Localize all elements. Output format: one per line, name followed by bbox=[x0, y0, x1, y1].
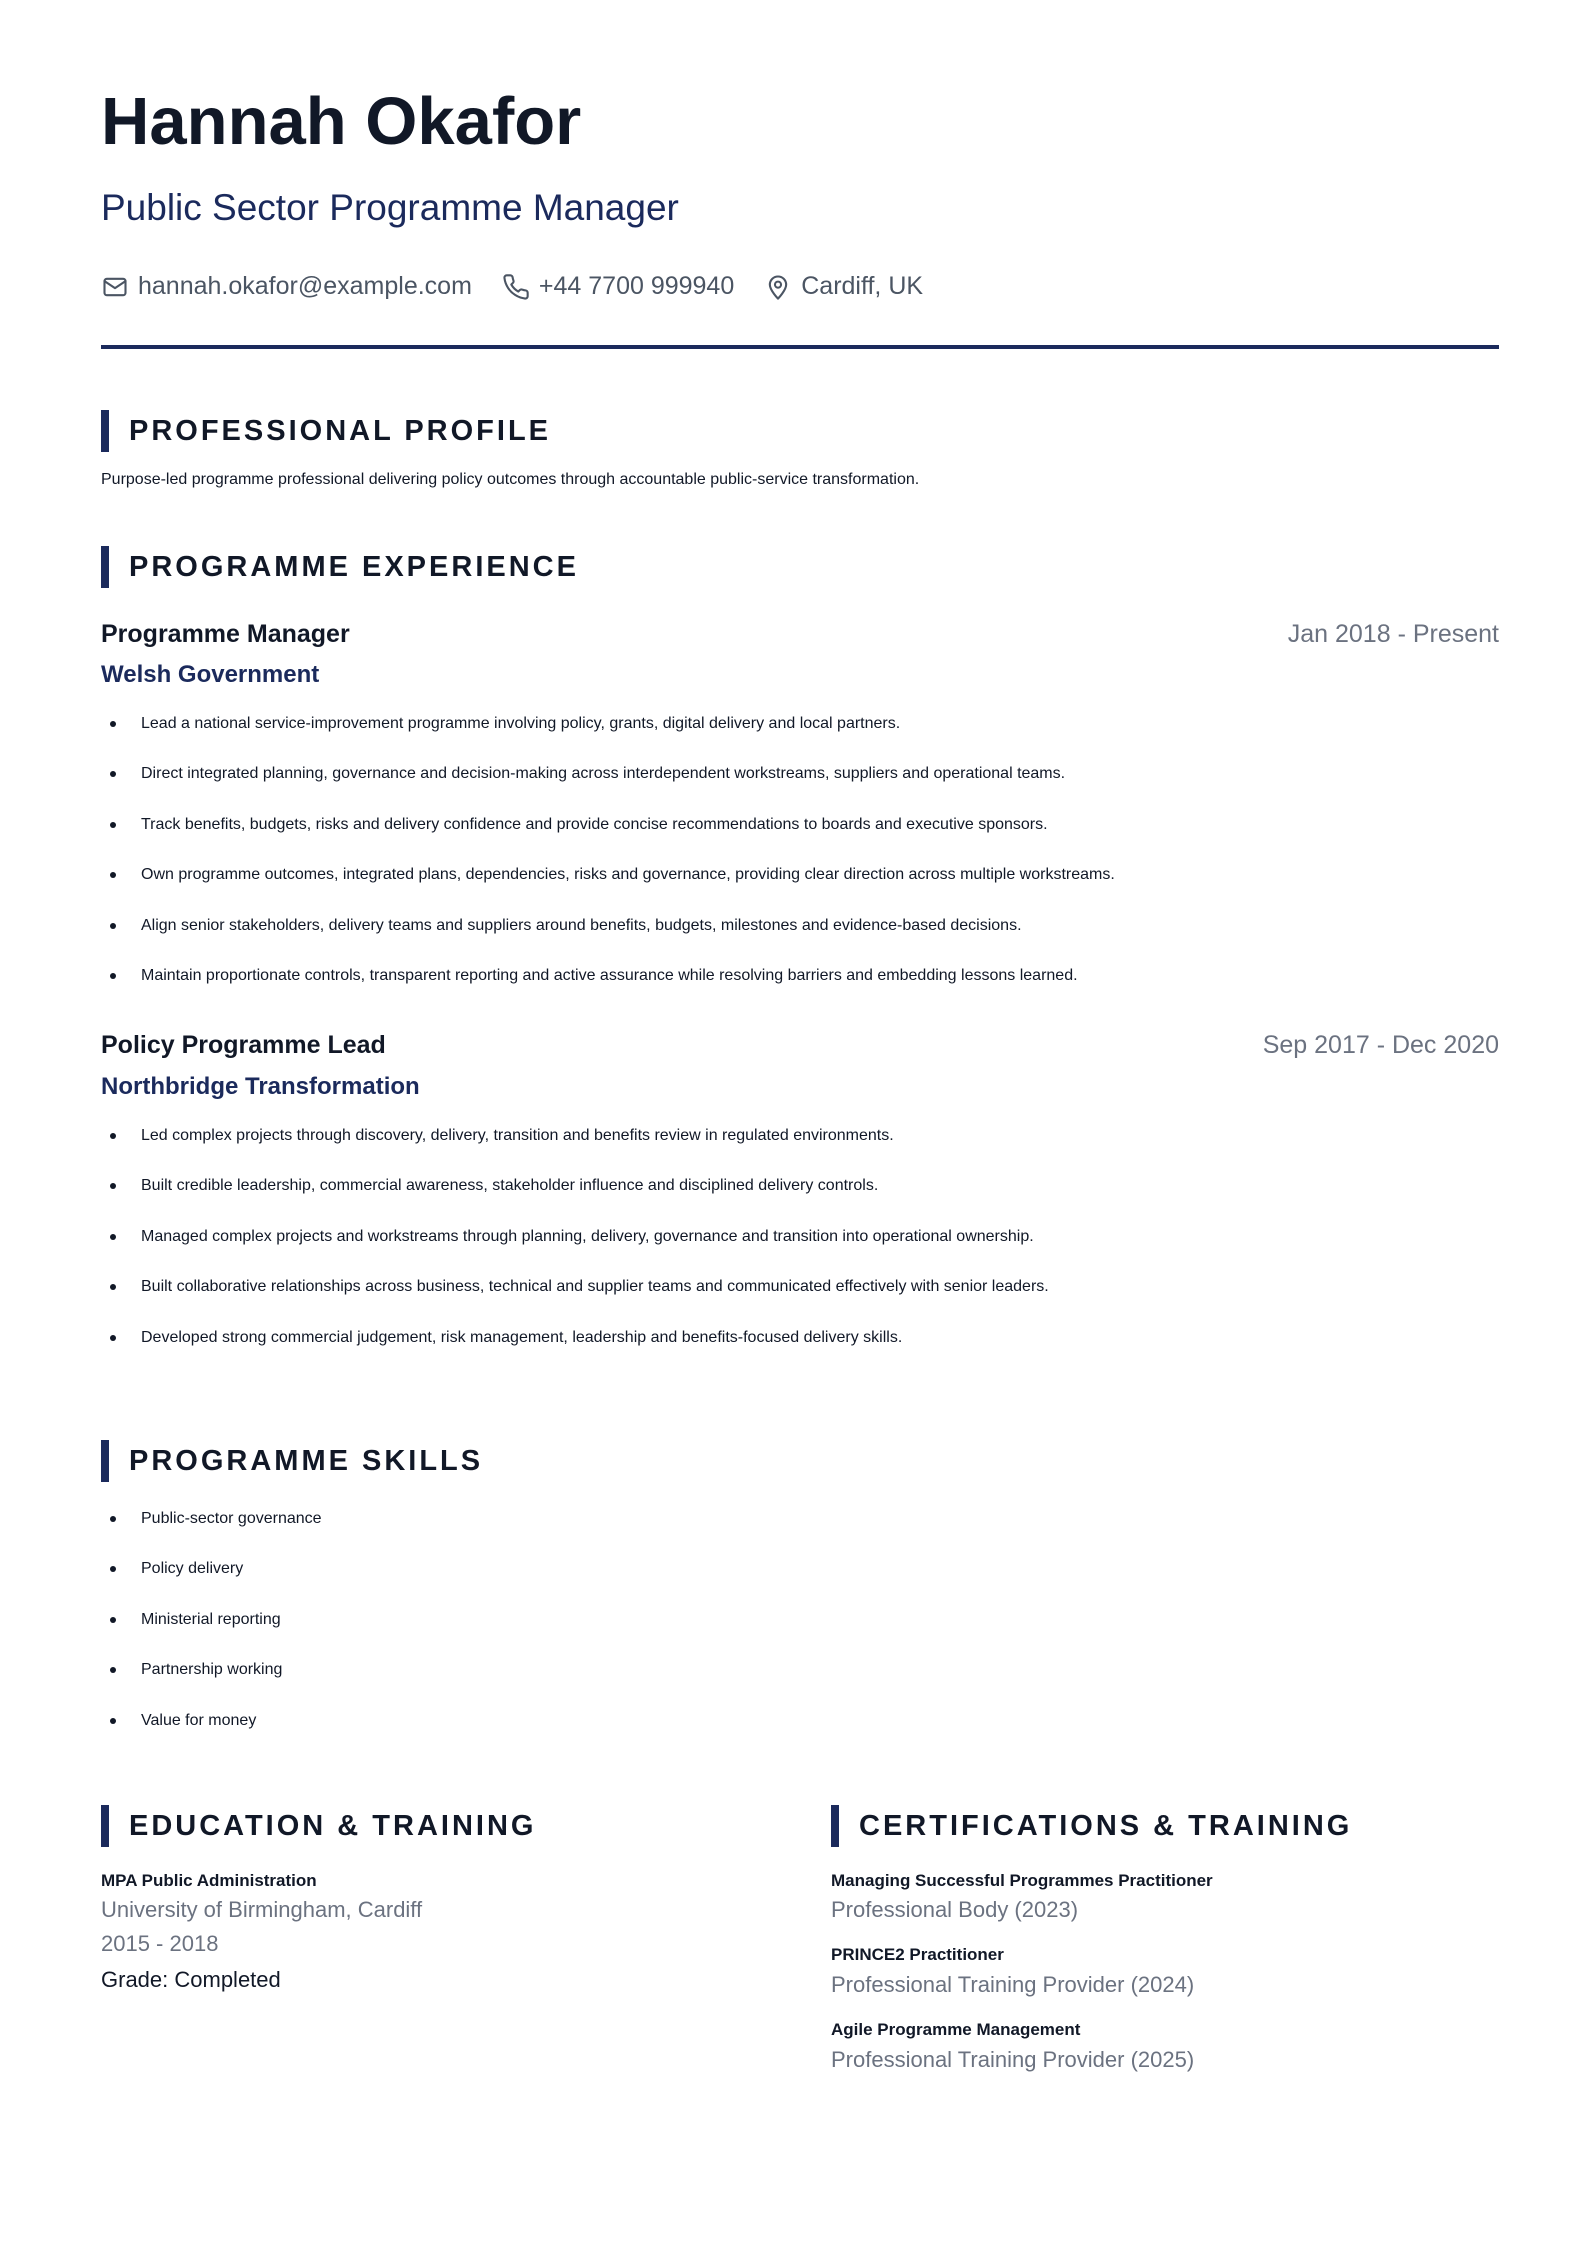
list-item: Direct integrated planning, governance and decision-making across interdependent workstreams, suppliers and operational teams. bbox=[101, 764, 1115, 814]
list-item: Managed complex projects and workstreams through planning, delivery, governance and transition into operational ownership. bbox=[101, 1227, 1049, 1277]
certification-issuer: Professional Training Provider (2025) bbox=[831, 2047, 1195, 2072]
section-title: PROGRAMME EXPERIENCE bbox=[129, 550, 579, 583]
section-heading-skills bbox=[101, 1440, 483, 1482]
job-dates: Sep 2017 - Dec 2020 bbox=[1262, 1031, 1499, 1059]
certification-issuer: Professional Training Provider (2024) bbox=[831, 1972, 1195, 1997]
list-item: Public-sector governance bbox=[101, 1509, 322, 1559]
candidate-name: Hannah Okafor bbox=[101, 84, 582, 159]
candidate-role: Public Sector Programme Manager bbox=[101, 187, 679, 228]
phone-icon bbox=[502, 273, 530, 301]
section-heading-certifications bbox=[831, 1805, 1352, 1847]
heading-accent-bar bbox=[831, 1805, 839, 1847]
heading-accent-bar bbox=[101, 1440, 109, 1482]
list-item: Built credible leadership, commercial awareness, stakeholder influence and disciplined delivery controls. bbox=[101, 1176, 1049, 1226]
heading-accent-bar bbox=[101, 410, 109, 452]
education-degree: MPA Public Administration bbox=[101, 1871, 317, 1890]
certification-name: PRINCE2 Practitioner bbox=[831, 1945, 1004, 1964]
certification-issuer: Professional Body (2023) bbox=[831, 1897, 1079, 1922]
job-bullets bbox=[101, 1126, 1049, 1378]
list-item: Value for money bbox=[101, 1711, 322, 1761]
list-item: Led complex projects through discovery, delivery, transition and benefits review in regulated environments. bbox=[101, 1126, 1049, 1176]
contact-phone[interactable] bbox=[502, 272, 734, 301]
job-title: Policy Programme Lead bbox=[101, 1031, 386, 1059]
job-dates: Jan 2018 - Present bbox=[1287, 620, 1499, 648]
list-item: Lead a national service-improvement programme involving policy, grants, digital delivery and local partners. bbox=[101, 714, 1115, 764]
list-item: Developed strong commercial judgement, risk management, leadership and benefits-focused delivery skills. bbox=[101, 1328, 1049, 1378]
heading-accent-bar bbox=[101, 546, 109, 588]
list-item: Own programme outcomes, integrated plans, dependencies, risks and governance, providing clear direction across multiple workstreams. bbox=[101, 865, 1115, 915]
section-title: CERTIFICATIONS & TRAINING bbox=[859, 1809, 1353, 1842]
mail-icon bbox=[101, 273, 129, 301]
certification-name: Agile Programme Management bbox=[831, 2020, 1081, 2039]
list-item: Maintain proportionate controls, transparent reporting and active assurance while resolving barriers and embedding lessons learned. bbox=[101, 966, 1115, 1016]
certification-name: Managing Successful Programmes Practitioner bbox=[831, 1871, 1213, 1890]
section-title: PROGRAMME SKILLS bbox=[129, 1444, 484, 1477]
education-years: 2015 - 2018 bbox=[101, 1931, 219, 1956]
section-title: PROFESSIONAL PROFILE bbox=[129, 414, 552, 447]
profile-summary: Purpose-led programme professional delivering policy outcomes through accountable public-service transformation. bbox=[101, 471, 920, 488]
job-title: Programme Manager bbox=[101, 620, 350, 648]
job-bullets bbox=[101, 714, 1115, 1016]
job-organisation: Welsh Government bbox=[101, 661, 320, 688]
header-divider bbox=[101, 345, 1499, 349]
contact-phone-text: +44 7700 999940 bbox=[538, 272, 735, 300]
list-item: Partnership working bbox=[101, 1660, 322, 1710]
skills-list bbox=[101, 1509, 322, 1761]
contact-email-text: hannah.okafor@example.com bbox=[138, 272, 472, 300]
contact-location-text: Cardiff, UK bbox=[801, 272, 924, 300]
education-grade: Grade: Completed bbox=[101, 1967, 281, 1992]
list-item: Built collaborative relationships across business, technical and supplier teams and communicated effectively with senior leaders. bbox=[101, 1277, 1049, 1327]
job-organisation: Northbridge Transformation bbox=[101, 1073, 420, 1100]
contact-location bbox=[764, 272, 923, 301]
section-heading-profile bbox=[101, 410, 551, 452]
education-institution: University of Birmingham, Cardiff bbox=[101, 1897, 423, 1922]
heading-accent-bar bbox=[101, 1805, 109, 1847]
location-pin-icon bbox=[764, 273, 792, 301]
section-title: EDUCATION & TRAINING bbox=[129, 1809, 537, 1842]
contact-row bbox=[101, 272, 953, 301]
list-item: Track benefits, budgets, risks and delivery confidence and provide concise recommendations to boards and executive sponsors. bbox=[101, 815, 1115, 865]
section-heading-education bbox=[101, 1805, 536, 1847]
contact-email[interactable] bbox=[101, 272, 472, 301]
list-item: Align senior stakeholders, delivery teams and suppliers around benefits, budgets, milestones and evidence-based decisions. bbox=[101, 916, 1115, 966]
list-item: Ministerial reporting bbox=[101, 1610, 322, 1660]
section-heading-experience bbox=[101, 546, 579, 588]
list-item: Policy delivery bbox=[101, 1559, 322, 1609]
